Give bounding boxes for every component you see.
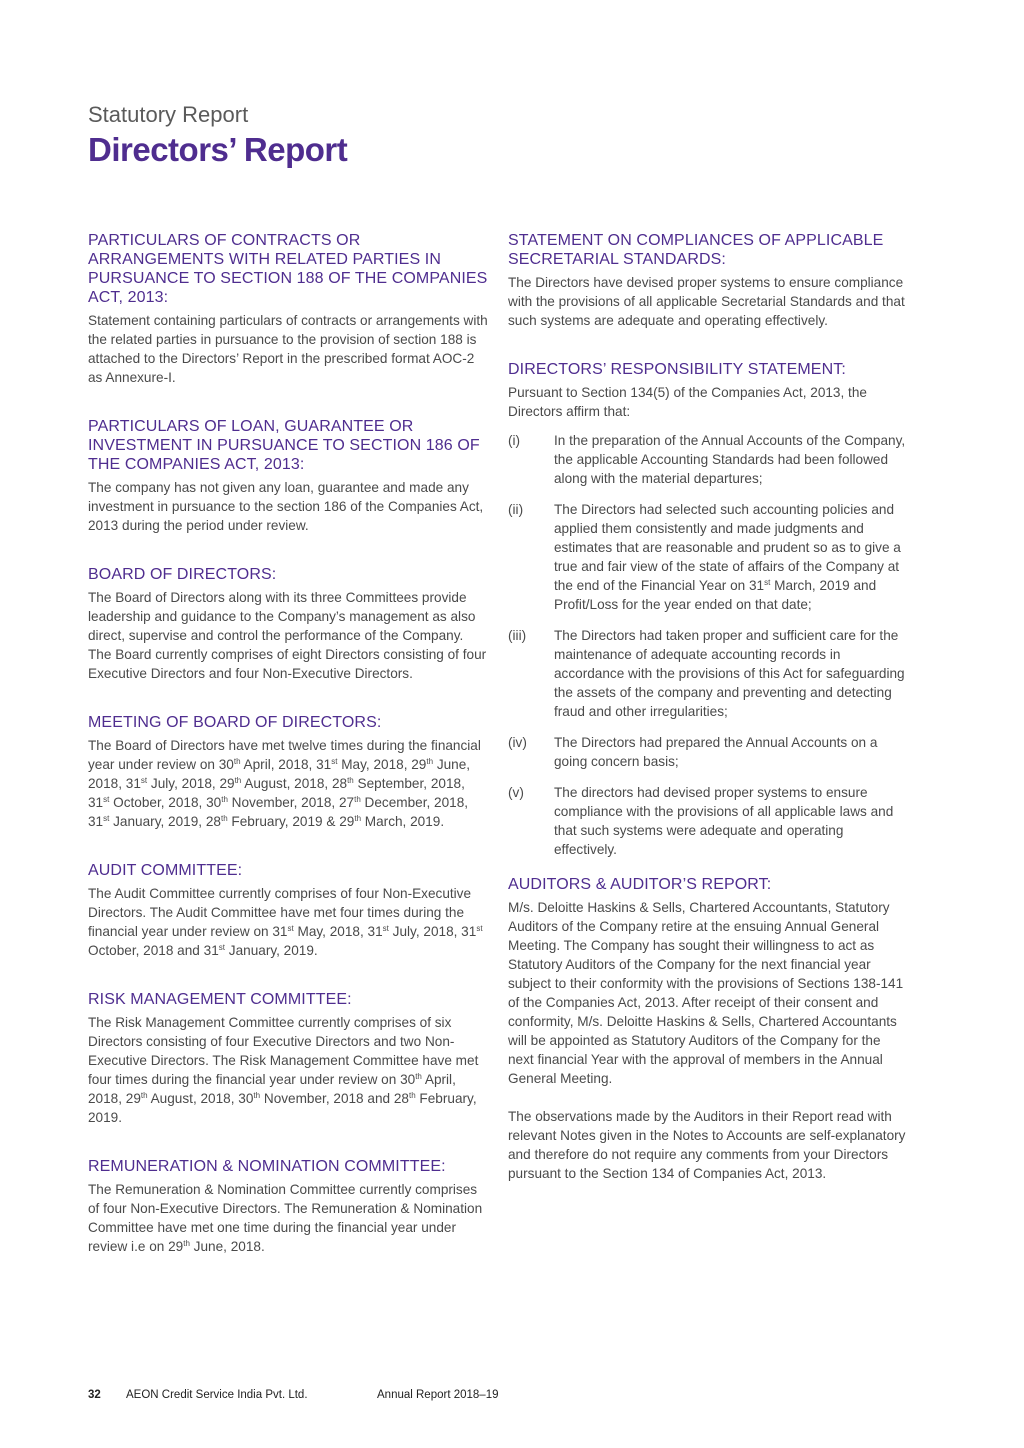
section-heading: AUDIT COMMITTEE: (88, 862, 243, 879)
footer-company: AEON Credit Service India Pvt. Ltd. (126, 1389, 308, 1401)
loan-guarantee-section (88, 417, 488, 535)
list-item (508, 626, 908, 721)
audit-committee-section (88, 861, 488, 960)
section-heading: MEETING OF BOARD OF DIRECTORS: (88, 714, 382, 731)
section-heading: BOARD OF DIRECTORS: (88, 566, 277, 583)
secretarial-standards-section (508, 231, 908, 330)
list-text: The Directors had selected such accounting policies and applied them consistently and made judgments and estimates that are reasonable and prudent so as to give a true and fair view of the state of affairs of the Company at the end of the Financial Year on 31st March, 2019 and Profit/Loss for the year ended on that date; (554, 502, 901, 612)
section-heading: REMUNERATION & NOMINATION COMMITTEE: (88, 1158, 446, 1175)
section-heading: AUDITORS & AUDITOR’S REPORT: (508, 876, 772, 893)
list-text: The Directors had taken proper and sufficient care for the maintenance of adequate accounting records in accordance with the provisions of this Act for safeguarding the assets of the company and preventing and detecting fraud and other irregularities; (554, 628, 905, 719)
list-item (508, 733, 908, 771)
section-body: The observations made by the Auditors in their Report read with relevant Notes given in the Notes to Accounts are self-explanatory and therefore do not require any comments from your Directors pursuant to the Section 134 of Companies Act, 2013. (508, 1109, 906, 1181)
section-heading: RISK MANAGEMENT COMMITTEE: (88, 991, 352, 1008)
list-item (508, 783, 908, 859)
related-party-section (88, 231, 488, 387)
section-intro: Pursuant to Section 134(5) of the Companies Act, 2013, the Directors affirm that: (508, 385, 867, 419)
risk-management-section (88, 990, 488, 1127)
section-heading: PARTICULARS OF LOAN, GUARANTEE OR INVESTMENT IN PURSUANCE TO SECTION 186 OF THE COMPANIES ACT, 2013: (88, 418, 480, 473)
section-body: The Board of Directors along with its three Committees provide leadership and guidance to the Company’s management as also direct, supervise and control the performance of the Company. The Board currently comprises of eight Directors consisting of four Executive Directors and four Non-Executive Directors. (88, 590, 487, 681)
list-item (508, 431, 908, 488)
list-text: The Directors had prepared the Annual Accounts on a going concern basis; (554, 735, 878, 769)
footer-report-title: Annual Report 2018–19 (377, 1389, 499, 1401)
section-body: The Directors have devised proper systems to ensure compliance with the provisions of all applicable Secretarial Standards and that such systems are adequate and operating effectively. (508, 275, 905, 328)
list-item (508, 500, 908, 614)
section-heading: PARTICULARS OF CONTRACTS OR ARRANGEMENTS WITH RELATED PARTIES IN PURSUANCE TO SECTION 188 OF THE COMPANIES ACT, 2013: (88, 232, 488, 306)
section-heading: DIRECTORS’ RESPONSIBILITY STATEMENT: (508, 361, 846, 378)
section-label: Statutory Report (88, 102, 249, 127)
list-number: (iii) (508, 628, 527, 643)
section-body: The Board of Directors have met twelve times during the financial year under review on 30th April, 2018, 31st May, 2018, 29th June, 2018, 31st July, 2018, 29th August, 2018, 28th September, 2018, 31st October, 2018, 30th November, 2018, 27th December, 2018, 31st January, 2019, 28th February, 2019 & 29th March, 2019. (88, 738, 481, 829)
board-meetings-section (88, 713, 488, 831)
list-number: (v) (508, 785, 524, 800)
list-number: (i) (508, 433, 521, 448)
auditors-section (508, 875, 908, 1183)
list-text: The directors had devised proper systems to ensure compliance with the provisions of all applicable laws and that such systems were adequate and operating effectively. (554, 785, 894, 857)
section-heading: STATEMENT ON COMPLIANCES OF APPLICABLE SECRETARIAL STANDARDS: (508, 232, 884, 268)
section-body: The Remuneration & Nomination Committee currently comprises of four Non-Executive Directors. The Remuneration & Nomination Committee have met one time during the financial year under review i.e on 29th June, 2018. (88, 1182, 483, 1254)
affirmation-list (508, 431, 908, 859)
list-number: (ii) (508, 502, 524, 517)
page-header (88, 100, 347, 170)
section-body: The Audit Committee currently comprises of four Non-Executive Directors. The Audit Committee have met four times during the financial year under review on 31st May, 2018, 31st July, 2018, 31st October, 2018 and 31st January, 2019. (88, 886, 483, 958)
section-body: M/s. Deloitte Haskins & Sells, Chartered Accountants, Statutory Auditors of the Company retire at the ensuing Annual General Meeting. The Company has sought their willingness to act as Statutory Auditors of the Company for the next financial year subject to their conformity with the provisions of Sections 138-141 of the Companies Act, 2013. After receipt of their consent and conformity, M/s. Deloitte Haskins & Sells, Chartered Accountants will be appointed as Statutory Auditors of the Company for the next financial Year with the approval of members in the Annual General Meeting. (508, 900, 904, 1086)
section-body: The Risk Management Committee currently comprises of six Directors consisting of four Executive Directors and two Non-Executive Directors. The Risk Management Committee have met four times during the financial year under review on 30th April, 2018, 29th August, 2018, 30th November, 2018 and 28th February, 2019. (88, 1015, 479, 1125)
responsibility-statement-section (508, 360, 908, 859)
remuneration-section (88, 1157, 488, 1256)
list-text: In the preparation of the Annual Accounts of the Company, the applicable Accounting Standards had been followed along with the material departures; (554, 433, 906, 486)
section-body: Statement containing particulars of contracts or arrangements with the related parties in pursuance to the provision of section 188 is attached to the Directors’ Report in the prescribed format AOC-2 as Annexure-I. (88, 313, 488, 385)
right-column (508, 231, 908, 1195)
section-body: The company has not given any loan, guarantee and made any investment in pursuance to the section 186 of the Companies Act, 2013 during the period under review. (88, 480, 484, 533)
page-number: 32 (88, 1389, 101, 1401)
list-number: (iv) (508, 735, 527, 750)
page-title: Directors’ Report (88, 131, 348, 168)
left-column (88, 231, 488, 1268)
board-of-directors-section (88, 565, 488, 683)
